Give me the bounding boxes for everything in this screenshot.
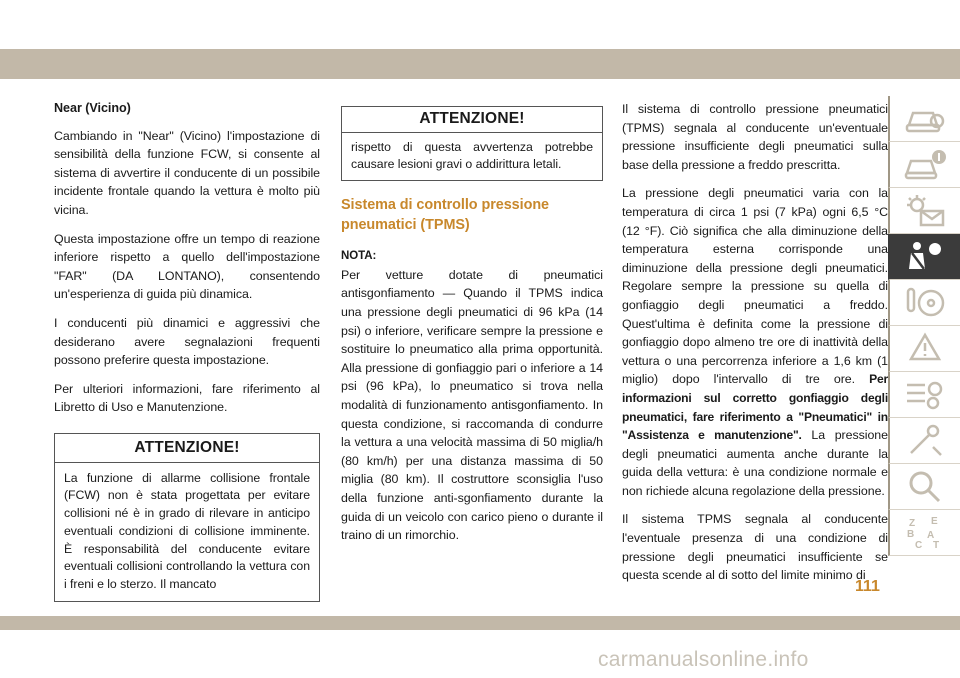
paragraph: Il sistema di controllo pressione pneumatici (TPMS) segnala al conducente un'eventuale pressione insufficiente degli pneumatici sulla base della pressione a freddo prescritta.: [622, 102, 888, 172]
watermark: carmanualsonline.info: [598, 648, 809, 671]
note-label: NOTA:: [341, 250, 377, 263]
tab-emergency[interactable]: [888, 326, 960, 372]
note-text: Per vetture dotate di pneumatici antisgonfiamento — Quando il TPMS indica una pressione degli pneumatici di 96 kPa (14 psi) o inferiore, verificare sempre la pressione e sostituire lo pneumatico alla prima opportunità. Alla pressione di gonfiaggio pari o inferiore a 14 psi (96 kPa), lo pneumatico si trova nella modalità di funzionamento antisgonfiamento. In questa condizione, si raccomanda di condurre la vettura a una velocità massima di 50 miglia/h (80 km/h) per una distanza massima di 50 miglia (80 km). Il costruttore sconsiglia l'uso della funzione anti-sgonfiamento durante la guida di un veicolo con carico pieno o durante il traino di un rimorchio.: [341, 267, 603, 543]
subheading-near: Near (Vicino): [54, 101, 131, 115]
index-letter: C: [915, 539, 923, 551]
index-letter: B: [907, 528, 915, 540]
warning-box-continued: [341, 106, 603, 181]
car-info-icon: [903, 147, 947, 183]
warning-title: ATTENZIONE!: [55, 434, 319, 463]
column-1: [54, 99, 320, 602]
tab-technical[interactable]: [888, 418, 960, 464]
tab-car-dashboard[interactable]: [888, 96, 960, 142]
tab-index[interactable]: [888, 510, 960, 556]
tab-multimedia[interactable]: [888, 464, 960, 510]
paragraph: [622, 184, 888, 500]
paragraph-text: La pressione degli pneumatici aumenta anche durante la guida della vettura: è una condizione normale e non richiede alcuna regolazione della pressione.: [622, 428, 888, 498]
key-steering-wheel-icon: [903, 285, 947, 321]
warning-light-mail-icon: [903, 193, 947, 229]
paragraph: Questa impostazione offre un tempo di reazione inferiore rispetto a quello dell'impostazione "FAR" (DA LONTANO), consentendo un'esperienza di guida più dinamica.: [54, 231, 320, 302]
hazard-triangle-car-icon: [903, 331, 947, 367]
index-letter: T: [933, 539, 940, 551]
index-letter: Z: [909, 517, 916, 529]
wrench-tools-icon: [903, 423, 947, 459]
column-2: [341, 106, 603, 555]
section-title-tpms: Sistema di controllo pressione pneumatici (TPMS): [341, 197, 550, 234]
checklist-gears-icon: [903, 377, 947, 413]
paragraph: Cambiando in "Near" (Vicino) l'impostazione di sensibilità della funzione FCW, si consente al sistema di avvertire il conducente di un possibile incidente frontale quando la vettura è molto più vicina.: [54, 128, 320, 217]
warning-title: ATTENZIONE!: [342, 107, 602, 133]
top-band: [0, 49, 960, 79]
tab-safety[interactable]: [888, 234, 960, 280]
tab-warning-lights[interactable]: [888, 188, 960, 234]
index-letter: E: [931, 515, 938, 527]
index-letter: A: [927, 529, 935, 541]
warning-box: [54, 433, 320, 602]
car-dashboard-icon: [903, 101, 947, 137]
bottom-band: [0, 616, 960, 630]
page-number: 111: [855, 578, 880, 595]
tab-starting-driving[interactable]: [888, 280, 960, 326]
tab-car-info[interactable]: [888, 142, 960, 188]
paragraph: Per ulteriori informazioni, fare riferimento al Libretto di Uso e Manutenzione.: [54, 381, 320, 415]
tab-maintenance[interactable]: [888, 372, 960, 418]
magnifier-icon: [903, 469, 947, 505]
warning-text: rispetto di questa avvertenza potrebbe causare lesioni gravi o addirittura letali.: [351, 139, 593, 172]
paragraph-text: La pressione degli pneumatici varia con la temperatura di circa 1 psi (7 kPa) ogni 6,5 °C (12 °F). Ciò significa che alla diminuzione della temperatura esterna corrisponde una diminuzione della pressione degli pneumatici. Regolare sempre la pressione su quella di gonfiaggio degli pneumatici a freddo. Quest'ultima è definita come la pressione di gonfiaggio dopo almeno tre ore di inattività della vettura o una percorrenza inferiore a 1,6 km (1 miglio) dopo l'intervallo di tre ore.: [622, 186, 888, 387]
warning-text: La funzione di allarme collisione frontale (FCW) non è stata progettata per evitare collisioni né è in grado di rilevare in anticipo eventuali condizioni di collisione imminente. È responsabilità del conducente evitare eventuali collisioni controllando la vettura con i freni e lo sterzo. Il mancato: [64, 470, 310, 592]
chapter-tabs: [888, 96, 960, 556]
paragraph: Il sistema TPMS segnala al conducente l'eventuale presenza di una condizione di pressione degli pneumatici insufficiente se questa scende al di sotto del limite minimo di: [622, 512, 888, 583]
cross-reference: Per informazioni sul corretto gonfiaggio degli pneumatici, fare riferimento a "Pneumatici" in "Assistenza e manutenzione".: [622, 372, 888, 443]
alphabet-index-icon: [903, 515, 947, 551]
driver-seatbelt-airbag-icon: [903, 239, 947, 275]
paragraph: I conducenti più dinamici e aggressivi che desiderano avere segnalazioni frequenti possono preferire questa impostazione.: [54, 315, 320, 368]
column-3: [622, 100, 888, 595]
